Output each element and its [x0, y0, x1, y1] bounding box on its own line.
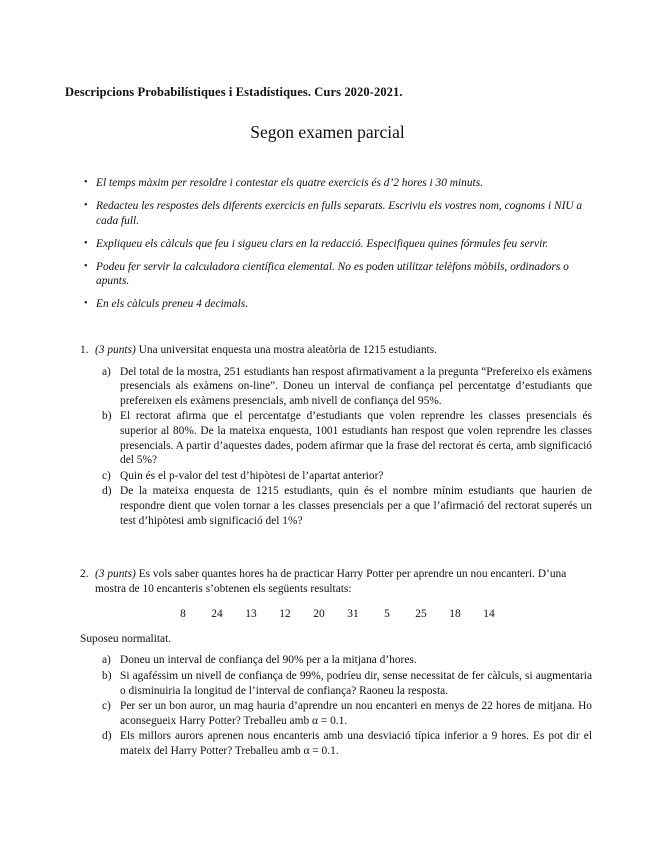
- question-part: b) Si agaféssim un nivell de confiança de 99%, podríeu dir, sense necessitat de fer càlculs, si augmentaria o disminuiria la longitud de l’interval de confiança? Raoneu la resposta.: [102, 669, 592, 697]
- sample-values: [80, 607, 592, 622]
- instruction-item: • Podeu fer servir la calculadora científica elemental. No es poden utilitzar telèfons mòbils, ordinadors o apunts.: [84, 260, 569, 287]
- question-part: d) De la mateixa enquesta de 1215 estudiants, quin és el nombre mínim estudiants que haurien de respondre dient que volen tornar a les classes presencials per a que l’afirmació del rectorat superés un test d’hipòtesi amb significació del 1%?: [102, 485, 592, 527]
- normality-note: Suposeu normalitat.: [80, 632, 172, 645]
- sample-value: 14: [483, 608, 495, 621]
- sample-value: 12: [279, 608, 291, 621]
- question-text: Una universitat enquesta una mostra aleatòria de 1215 estudiants.: [138, 344, 437, 356]
- question-1: [80, 343, 592, 529]
- question-part: c) Per ser un bon auror, un mag hauria d’aprendre un nou encanteri en menys de 22 hores de mitjana. Ho aconsegueix Harry Potter? Treballeu amb α = 0.1.: [102, 700, 592, 727]
- question-number: 1.: [80, 344, 89, 356]
- sample-value: 24: [211, 608, 223, 621]
- question-part: a) Del total de la mostra, 251 estudiants han respost afirmativament a la pregunta “Prefereixo els exàmens presencials als exàmens on-line”. Doneu un interval de confiança pel percentatge d’estudiants que prefereixen els exàmens presencials, amb nivell de confiança del 95%.: [102, 365, 592, 407]
- question-points: (3 punts): [95, 568, 136, 580]
- instruction-item: • En els càlculs preneu 4 decimals.: [84, 298, 249, 310]
- instruction-item: • El temps màxim per resoldre i contestar els quatre exercicis és d’2 hores i 30 minuts.: [84, 177, 484, 189]
- bullet-icon: •: [84, 200, 88, 211]
- question-2-parts: [80, 653, 592, 758]
- question-2-statement: [80, 567, 592, 596]
- page-title: Segon examen parcial: [250, 122, 405, 142]
- bullet-icon: •: [84, 298, 88, 309]
- sample-value: 25: [415, 608, 427, 621]
- question-2: [80, 567, 592, 760]
- sample-value: 8: [180, 608, 186, 621]
- question-points: (3 punts): [95, 344, 136, 356]
- sample-value: 5: [384, 608, 390, 621]
- sample-value: 20: [313, 608, 325, 621]
- question-1-parts: [80, 365, 592, 529]
- instructions-list: [84, 176, 590, 320]
- bullet-icon: •: [84, 260, 88, 272]
- question-number: 2.: [80, 568, 89, 580]
- question-1-statement: [80, 343, 592, 358]
- sample-value: 31: [347, 608, 359, 621]
- question-part: c) Quin és el p-valor del test d’hipòtesi de l’apartat anterior?: [102, 469, 384, 482]
- instruction-item: • Expliqueu els càlculs que feu i sigueu clars en la redacció. Especifiqueu quines fórmules feu servir.: [84, 237, 549, 250]
- instruction-item: • Redacteu les respostes dels diferents exercicis en fulls separats. Escriviu els vostres nom, cognoms i NIU a cada full.: [84, 200, 583, 227]
- question-part: b) El rectorat afirma que el percentatge d’estudiants que volen reprendre les classes presencials és superior al 80%. De la mateixa enquesta, 1001 estudiants han respost que volen reprendre les classes presencials. A partir d’aquestes dades, podem afirmar que la frase del rectorat és certa, amb significació del 5%?: [102, 410, 592, 467]
- sample-value: 18: [449, 608, 461, 621]
- question-part: a) Doneu un interval de confiança del 90% per a la mitjana d’hores.: [102, 654, 417, 667]
- course-header: Descripcions Probabilístiques i Estadístiques. Curs 2020-2021.: [65, 85, 403, 99]
- sample-value: 13: [245, 608, 257, 621]
- question-part: d) Els millors aurors aprenen nous encanteris amb una desviació típica inferior a 9 hores. Es pot dir el mateix del Harry Potter? Treballeu amb α = 0.1.: [102, 730, 592, 757]
- bullet-icon: •: [84, 237, 88, 249]
- bullet-icon: •: [84, 177, 88, 188]
- question-text: Es vols saber quantes hores ha de practicar Harry Potter per aprendre un nou encanteri. D’una mostra de 10 encanteris s’obtenen els següents resultats:: [95, 568, 567, 595]
